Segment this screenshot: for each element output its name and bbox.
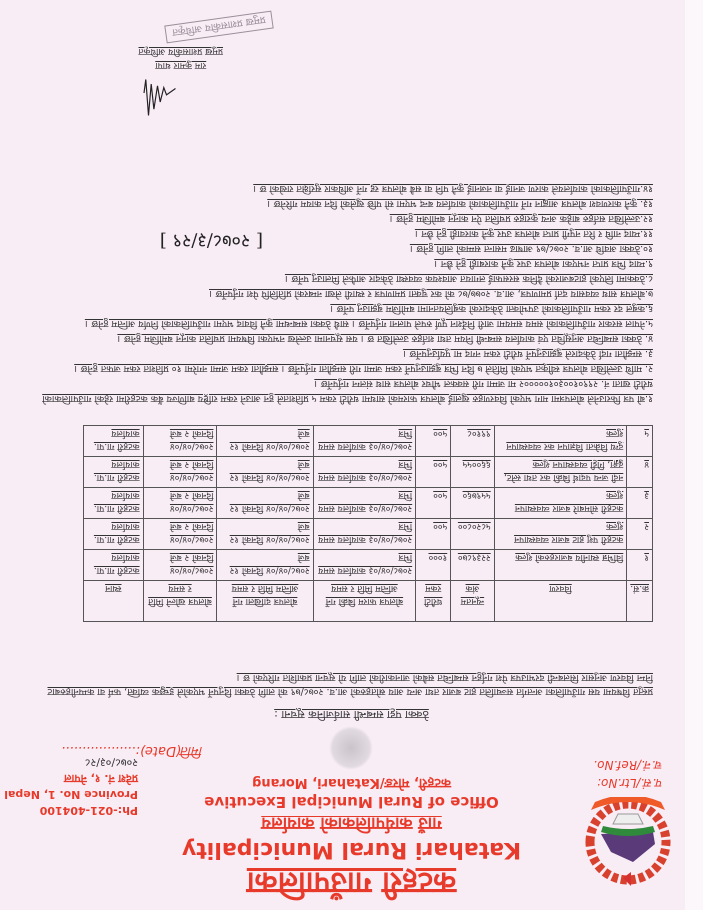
term-item: ९.म्याद भित्र प्राप्त नभएका बोलपत्र उपर कुनै कारबाही हुने छैन । [434,258,653,269]
term-item: ७.बोलपत्र साथ व्यवसाय दर्ता प्रमाणपत्र, आ.व. २०७७/७८ को कर चुक्ता प्रमाणपत्र र स्थायी लेखा नम्बरको प्रतिलिपि पेश गर्नुपर्नेछ । [209,288,653,299]
table-row [84,488,653,519]
cell-form-sale-deadline: २०७८/०४/०३ कार्यालय समय भित्र [313,488,416,519]
header-opening-date: बोलपत्र खोल्ने मिति र समय [143,581,217,622]
header-description: विवरण [494,581,627,622]
term-item: १२.उल्लेखित सर्तहरु बाहेक अन्य कुराहरु प्रचलित ऐन कानून बमोजिम हुनेछ । [389,213,653,224]
ref-no-label: च.नं./Ref.No. [593,758,663,772]
table-row [84,426,653,457]
term-item: १३. कुनै कारणवश बोलपत्र आह्वान गर्ने गाउँपालिकाको कार्यालय बन्द भएमा सो पछि खुलेको दिन कायम गरिनेछ । [267,198,653,209]
tender-table [83,425,653,622]
cell-description: विभिन्न स्थानीय बजारहरुको शुल्क [494,550,627,581]
cell-description: नदी जन्य पदार्थ बिक्री कर तथा स्लेट, ढुङ्गा, गिट्टी व्यवस्थापन शुल्क [494,457,627,488]
table-row [84,519,653,550]
cell-description: दुग्ध विक्रेता विज्ञापन कर व्यवस्थापन शुल्क [494,426,627,457]
term-item: ६.कबुल दर रकम गाउँपालिकाको उपभोक्ता ठेकेदारको कबुलियतनामा बमोजिम बुझाउनु पर्नेछ । [330,303,653,314]
cell-serial: २ [627,519,653,550]
signatory-designation: प्रमुख प्रशासकीय अधिकृत [138,46,223,56]
cell-minimum-amount: ५८२०८०० [451,519,494,550]
notice-intro: प्रस्तुत विषयमा यस गाउँपालिका अन्तर्गत सञ्चालित हाट बजार तथा अन्य आय स्रोतहरुको आ.व. २०७८/७९ को लागि ठेक्का दिनुपर्ने भएकोले इच्छुक व्यक्ति, फर्म वा कम्पनीहरुबाट निम्न विवरण अनुसार सिलबन्दी दरभाउपत्र पेश गर्नुहुन सम्बन्धित सबैको जानकारीको लागि यो सूचना प्रकाशित गरिएको छ । [47,672,653,697]
header-serial: क्र.सं. [627,581,653,622]
cell-location: कटहरी गा.पा. कार्यालय [84,550,144,581]
header-submission-deadline: बोलपत्र दाखिला गर्ने अन्तिम मिति र समय [217,581,313,622]
municipality-name-nepali: कटहरी गाउँपालिका [246,865,457,900]
term-item: १.बो पत्र फिराउनेले बोलपत्रमा माग भएको विवरणहरु खुलाई बोलपत्र फारमको साथमा धरौटी रकम ५ प्रतिशतले हुन आउने रकम राष्ट्रिय बाणिज्य बैंक कटहरीमा रहेको गाउँपालिकाको धरौटी खाता नं. २९९०१००३०१०००००२ मा जम्मा गरी सक्कल भौचर बोलपत्र साथ संलग्न गर्नुपर्नेछ । [42,378,653,404]
date-value: २०७८/०३/२८ [84,756,138,769]
letter-no-label: प.सं./Ltr.No: [597,776,663,790]
office-stamp [329,726,373,770]
header-form-sale-deadline: बोलपत्र फारम बिक्री गर्ने अन्तिम मिति र समय [313,581,416,622]
cell-minimum-amount: ५५९७६० [451,488,494,519]
cell-opening-date: २०७८/०४/०४ दिनको २ बजे [143,426,217,457]
cell-minimum-amount: ६६००५५ [451,457,494,488]
cell-description: कटहरी पशु हाट बजार व्यवस्थापन शुल्क [494,519,627,550]
cell-submission-deadline: २०७८/०४/०४ दिनको १२ बजे [217,488,313,519]
term-item: ४. ठेक्का सम्बन्धित अनुसूचित एवं कार्यालय सम्बन्धी नियम तथा शर्तहरु उल्लेखित छ । यस सूचनामा उल्लेख नभएका विषयमा प्रचलित कानून बमोजिम हुनेछ । [117,333,653,344]
cell-serial: ३ [627,488,653,519]
signature-icon [123,75,183,120]
office-address: कटहरी, मोरङ/Katahari, Morang [252,775,451,790]
terms-list [23,181,653,406]
cell-location: कटहरी गा.पा. कार्यालय [84,488,144,519]
signatory-name: राम कुमार थापा [155,60,207,70]
term-item: २. माथि उल्लेखित बोलपत्र स्वीकृत भएको मितिले ७ दिन भित्र बुझाउनुपर्ने रकम जम्मा गरी सम्झौता गर्नुपर्नेछ । सम्झौता रकम जम्मा नगरेमा १० प्रतिशत रकम जफत हुनेछ । [74,363,653,374]
cell-serial: ४ [627,457,653,488]
cell-opening-date: २०७८/०४/०४ दिनको २ बजे [143,519,217,550]
term-item: १४.गाउँपालिकाको कार्यालयले कारण जनाई वा नजनाई कुनै पनि वा सबै बोलपत्र रद्द गर्ने अधिकार सुरक्षित राखेको छ । [253,183,653,194]
cell-deposit: १००० [416,550,451,581]
cell-form-sale-deadline: २०७८/०४/०३ कार्यालय समय भित्र [313,519,416,550]
cell-minimum-amount: ९९१०८ [451,426,494,457]
term-item: ५.नेपाल सरकार गाउँपालिकाको समय समयमा जारी निर्देशन पूर्ण रुपले पालना गर्नुपर्नेछ । साथै ठेक्का सम्बन्धमा कुनै विवाद भएमा गाउँपालिकाको निर्णय अन्तिम हुनेछ । [84,318,653,329]
cell-location: कटहरी गा.पा. कार्यालय [84,519,144,550]
date-label: मिति(Date):.................. [61,743,203,758]
cell-description: कटहरी सोमबारे बजार व्यवस्थापन शुल्क [494,488,627,519]
municipality-emblem-icon [583,797,673,892]
cell-deposit: ५०० [416,457,451,488]
cell-opening-date: २०७८/०४/०४ दिनको २ बजे [143,550,217,581]
table-header-row [84,581,653,622]
cell-form-sale-deadline: २०७८/०४/०३ कार्यालय समय भित्र [313,550,416,581]
signature-block [139,44,224,72]
table-row [84,457,653,488]
header-deposit: धरौटी रकम [416,581,451,622]
cell-opening-date: २०७८/०४/०४ दिनको २ बजे [143,488,217,519]
cell-deposit: ५०० [416,488,451,519]
phone-number: Ph:-021-404100 [39,804,138,817]
header-location: स्थान [84,581,144,622]
cell-submission-deadline: २०७८/०४/०४ दिनको १२ बजे [217,457,313,488]
cell-submission-deadline: २०७८/०४/०४ दिनको १२ बजे [217,426,313,457]
cell-form-sale-deadline: २०७८/०४/०३ कार्यालय समय भित्र [313,426,416,457]
province-english: Province No. 1, Nepal [4,788,138,801]
cell-serial: १ [627,550,653,581]
cell-serial: ५ [627,426,653,457]
reference-numbers [593,756,663,792]
cell-location: कटहरी गा.पा. कार्यालय [84,426,144,457]
cell-submission-deadline: २०७८/०४/०४ दिनको १२ बजे [217,550,313,581]
contact-block [4,770,138,818]
office-name-english: Office of Rural Municipal Executive [204,793,499,811]
handwritten-date-note: [ २०७८/३/२९ ] [159,230,263,251]
province-nepali: प्रदेश नं. १, नेपाल [64,772,138,785]
cell-minimum-amount: २२३९८७० [451,550,494,581]
cell-location: कटहरी गा.पा. कार्यालय [84,457,144,488]
municipality-name-english: Katahari Rural Municipality [181,837,522,862]
cell-submission-deadline: २०७८/०४/०४ दिनको १२ बजे [217,519,313,550]
cell-deposit: ५०० [416,519,451,550]
notice-subject: ठेक्का पट्टा सम्बन्धी सार्वजनिक सूचना : [274,708,429,721]
page-margin [685,0,703,910]
table-row [84,550,653,581]
cell-deposit: ५०० [416,426,451,457]
cell-form-sale-deadline: २०७८/०४/०३ कार्यालय समय भित्र [313,457,416,488]
term-item: ८.ठेक्कामा लिएको हाटबजारको दैनिक सरसफाई लगायत आवश्यक व्यवस्था ठेकेदार आफैले मिलाउनु पर्नेछ । [284,273,653,284]
designation-stamp: प्रमुख प्रशासकीय अधिकृत [164,11,273,44]
cell-opening-date: २०७८/०४/०४ दिनको २ बजे [143,457,217,488]
term-item: ११.म्याद नाघि र रित नपुगी प्राप्त बोलपत्र उपर कुनै कारवाही हुने छैन । [414,228,653,239]
term-item: १०.ठेक्का अवधि आ.व. २०७८/७९ आषाढ मसान्त सम्मको लागि हुनेछ । [409,243,653,254]
office-name-nepali: गाउँ कार्यपालिकाको कार्यालय [261,813,442,833]
term-item: ३. सम्झौता गर्दा ठेकेदारले बुझाउनुपर्ने धरौटी रकम नगद मा पुर्याउनुपर्नेछ । [402,348,653,359]
header-minimum-amount: न्यूनतम अंक [451,581,494,622]
